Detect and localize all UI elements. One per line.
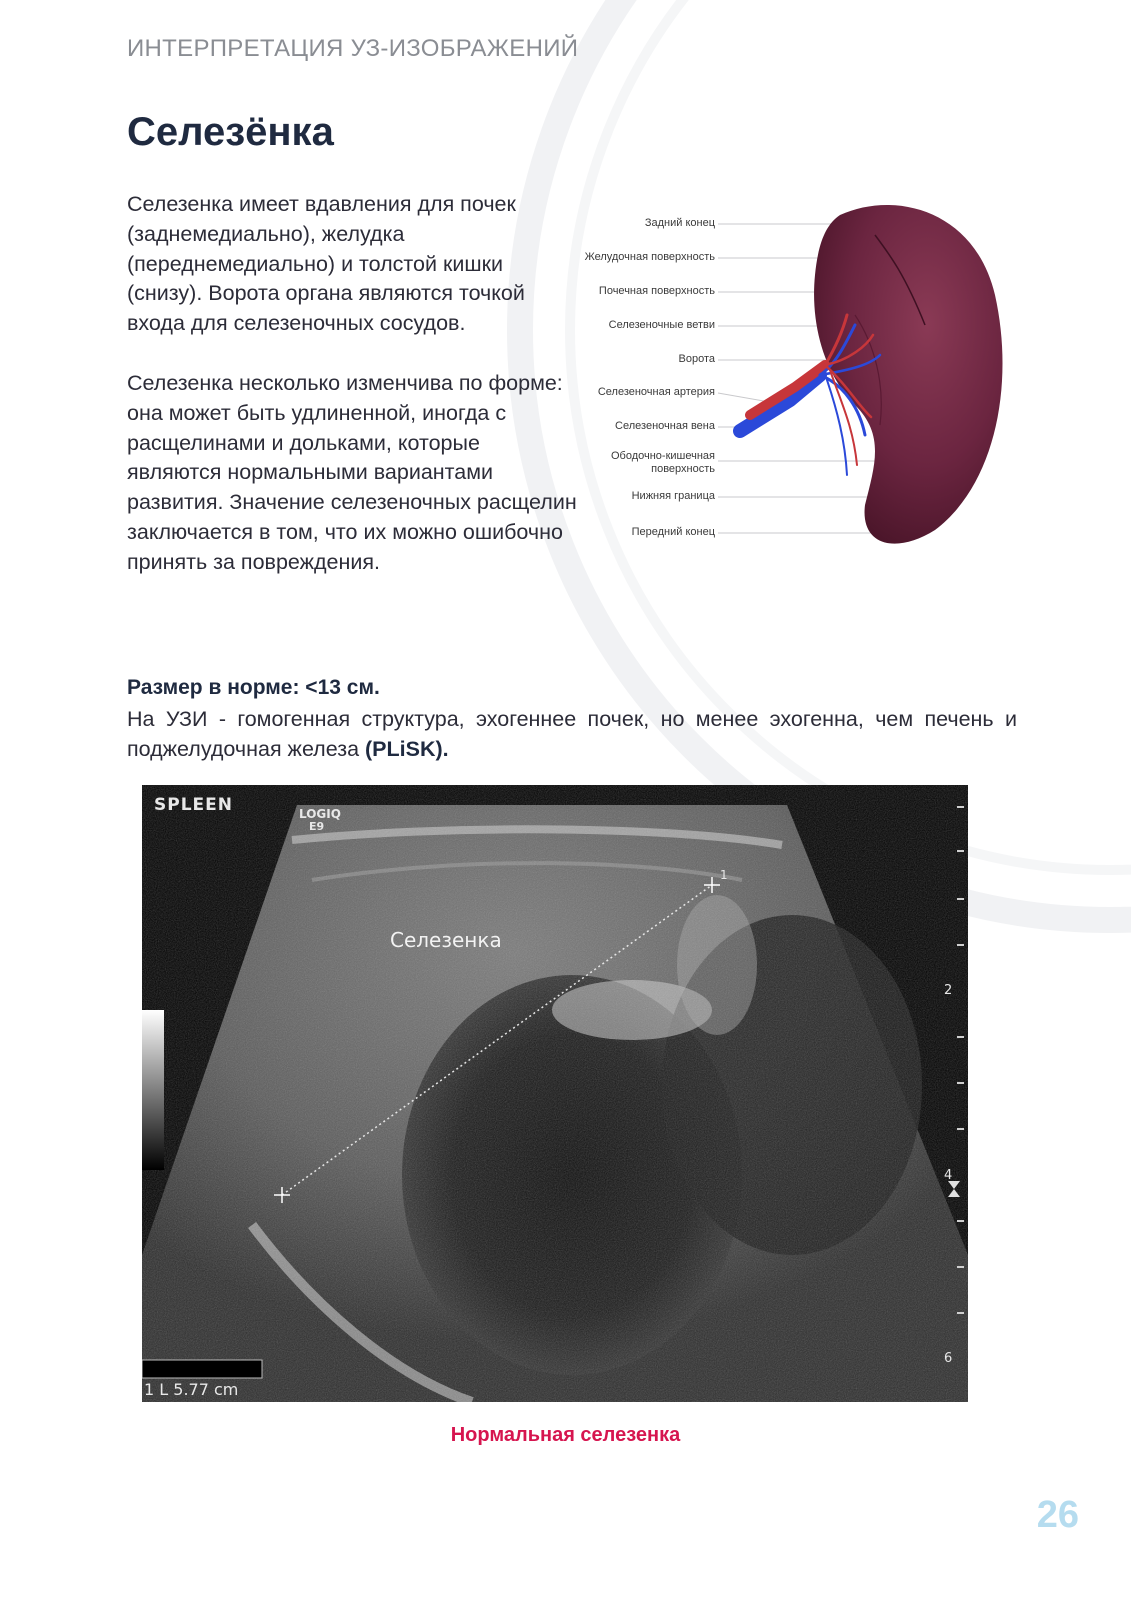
intro-text: [127, 190, 577, 608]
plisk-mnemonic: (PLiSK).: [365, 737, 449, 761]
device-name: LOGIQ: [299, 807, 341, 821]
figure-caption: Нормальная селезенка: [450, 1424, 681, 1446]
label-inferior-border: Нижняя граница: [631, 490, 715, 502]
intro-paragraph-2: Селезенка несколько изменчива по форме: она может быть удлиненной, иногда с расщелинами и дольками, которые являются нормальными вариантами развития. Значение селезеночных расщелин заключается в том, что их можно ошибочно принять за повреждения.: [127, 370, 577, 574]
description-text: На УЗИ - гомогенная структура, эхогеннее почек, но менее эхогенна, чем печень и поджелудочная железа: [127, 707, 1017, 761]
ultrasound-image: [142, 785, 968, 1402]
intro-paragraph-1: Селезенка имеет вдавления для почек (заднемедиально), желудка (переднемедиально) и толстой кишки (снизу). Ворота органа являются точкой входа для селезеночных сосудов.: [127, 192, 525, 336]
label-renal-surface: Почечная поверхность: [598, 285, 715, 297]
label-splenic-artery: Селезеночная артерия: [597, 386, 715, 398]
scan-mode-label: SPLEEN: [154, 795, 233, 815]
caliper-number: 1: [720, 868, 728, 882]
label-posterior-end: Задний конец: [644, 217, 715, 229]
depth-label-2: 2: [944, 983, 953, 998]
label-splenic-branches: Селезеночные ветви: [608, 319, 715, 331]
depth-label-4: 4: [944, 1168, 953, 1183]
organ-label: Селезенка: [390, 928, 502, 952]
label-anterior-end: Передний конец: [631, 526, 715, 538]
page-number: 26: [1036, 1494, 1079, 1536]
spleen-anatomy-figure: [575, 195, 1035, 575]
label-splenic-vein: Селезеночная вена: [615, 420, 715, 432]
page-title: Селезёнка: [127, 110, 334, 154]
device-model: E9: [309, 820, 325, 833]
label-colic-surface: Ободочно-кишечная поверхность: [610, 450, 715, 475]
label-hilum: Ворота: [678, 353, 715, 365]
label-gastric-surface: Желудочная поверхность: [584, 251, 715, 263]
depth-label-6: 6: [944, 1351, 953, 1366]
ultrasound-description: [127, 704, 1017, 764]
running-header: ИНТЕРПРЕТАЦИЯ УЗ-ИЗОБРАЖЕНИЙ: [127, 35, 579, 62]
normal-size-heading: Размер в норме: <13 см.: [127, 676, 380, 699]
ultrasound-scan: [142, 785, 968, 1402]
measurement-readout: 1 L 5.77 cm: [144, 1380, 239, 1399]
